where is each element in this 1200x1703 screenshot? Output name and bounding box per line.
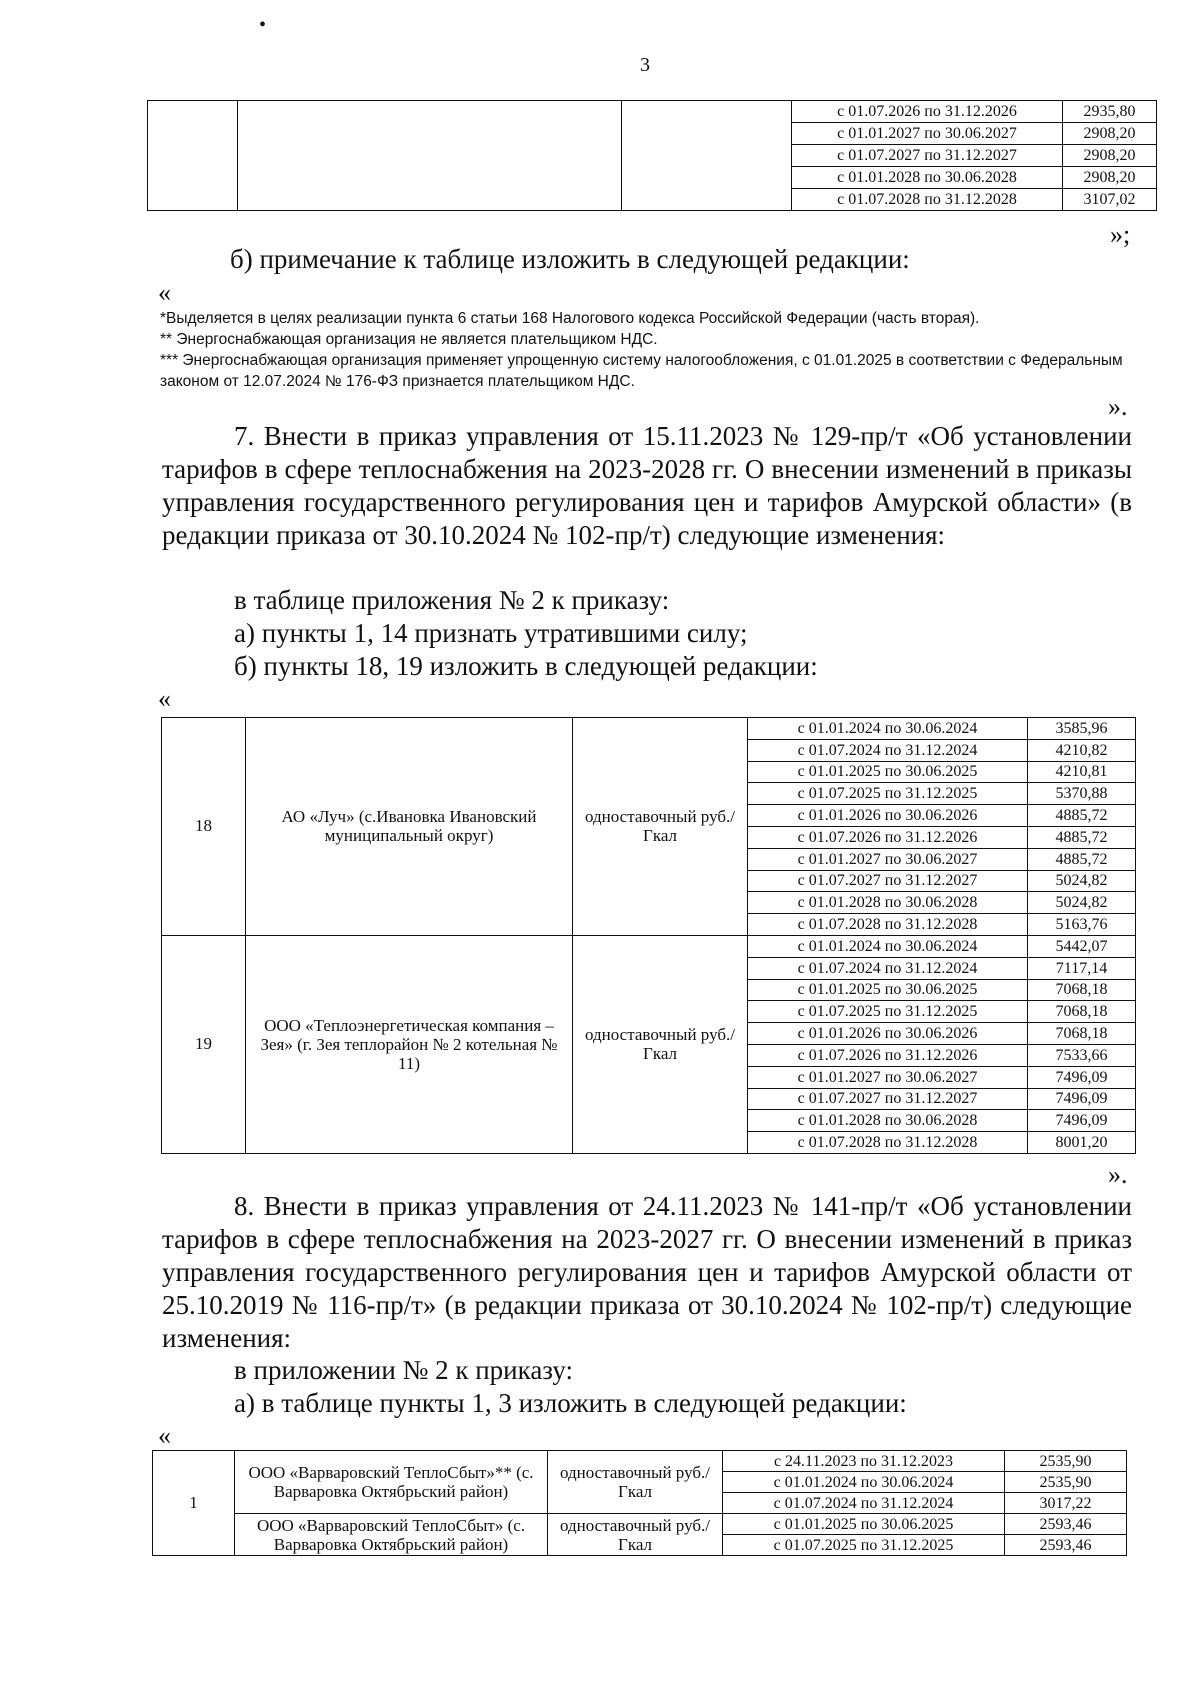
value-cell: 3017,22 [1005,1493,1127,1514]
page-number: 3 [640,54,650,76]
value-cell: 4885,72 [1028,805,1136,827]
value-cell: 5163,76 [1028,914,1136,936]
value-cell: 7533,66 [1028,1044,1136,1066]
item-b-note: б) примечание к таблице изложить в следующей редакции: [230,244,910,274]
value-cell: 2593,46 [1005,1514,1127,1535]
close-quote: »; [1110,220,1131,249]
organization-cell: АО «Луч» (с.Ивановка Ивановский муниципальный округ) [246,718,573,936]
value-cell: 2535,90 [1005,1472,1127,1493]
period-cell: с 01.01.2027 по 30.06.2027 [748,1066,1028,1088]
period-cell: с 01.01.2028 по 30.06.2028 [748,1110,1028,1132]
open-quote: « [158,278,171,307]
value-cell: 5370,88 [1028,783,1136,805]
period-cell: с 01.07.2025 по 31.12.2025 [748,783,1028,805]
value-cell: 4885,72 [1028,848,1136,870]
period-cell: с 01.07.2028 по 31.12.2028 [792,189,1063,211]
period-cell: с 01.07.2024 по 31.12.2024 [748,957,1028,979]
period-cell: с 01.01.2027 по 30.06.2027 [748,848,1028,870]
row-number: 18 [162,718,246,936]
paragraph-line: в таблице приложения № 2 к приказу: [234,585,670,615]
period-cell: с 24.11.2023 по 31.12.2023 [723,1451,1005,1472]
tariff-table-8 [152,1450,1127,1556]
empty-cell [622,101,792,211]
period-cell: с 01.07.2026 по 31.12.2026 [748,826,1028,848]
paragraph-8: 8. Внести в приказ управления от 24.11.2023 № 141-пр/т «Об установлении тарифов в сфере теплоснабжения на 2023-2027 гг. О внесении изменений в приказ управления государственного регулирования цен и тарифов Амурской области от 25.10.2019 № 116-пр/т» (в редакции приказа от 30.10.2024 № 102-пр/т) следующие изменения: [162,1191,1132,1353]
period-cell: с 01.01.2026 по 30.06.2026 [748,805,1028,827]
footnote: *Выделяется в целях реализации пункта 6 статьи 168 Налогового кодекса Российской Федерации (часть вторая). [160,310,980,327]
value-cell: 7068,18 [1028,979,1136,1001]
table-row [162,935,1136,957]
open-quote: « [158,684,171,713]
close-quote: ». [1108,392,1128,421]
organization-cell: ООО «Варваровский ТеплоСбыт»** (с. Варваровка Октябрьский район) [235,1451,548,1514]
paragraph-line: б) пункты 18, 19 изложить в следующей редакции: [234,651,818,681]
table-row [162,718,1136,740]
empty-cell [148,101,238,211]
value-cell: 4210,82 [1028,739,1136,761]
tariff-table-continuation [147,100,1157,211]
period-cell: с 01.01.2024 по 30.06.2024 [723,1472,1005,1493]
paragraph-7: 7. Внести в приказ управления от 15.11.2023 № 129-пр/т «Об установлении тарифов в сфере теплоснабжения на 2023-2028 гг. О внесении изменений в приказы управления государственного регулирования цен и тарифов Амурской области» (в редакции приказа от 30.10.2024 № 102-пр/т) следующие изменения: [162,421,1132,550]
period-cell: с 01.07.2027 по 31.12.2027 [748,1088,1028,1110]
period-cell: с 01.01.2024 по 30.06.2024 [748,718,1028,740]
stray-dot: • [259,14,267,36]
period-cell: с 01.07.2027 по 31.12.2027 [792,145,1063,167]
value-cell: 7496,09 [1028,1088,1136,1110]
open-quote: « [158,1421,171,1450]
value-cell: 7068,18 [1028,1001,1136,1023]
period-cell: с 01.01.2028 по 30.06.2028 [792,167,1063,189]
close-quote: ». [1108,1160,1128,1189]
period-cell: с 01.01.2025 по 30.06.2025 [748,761,1028,783]
value-cell: 2908,20 [1063,167,1157,189]
value-cell: 2535,90 [1005,1451,1127,1472]
tariff-type-cell: одноставочный руб./Гкал [573,935,748,1153]
row-number: 1 [153,1451,235,1556]
value-cell: 7496,09 [1028,1066,1136,1088]
period-cell: с 01.07.2024 по 31.12.2024 [748,739,1028,761]
paragraph-line: а) пункты 1, 14 признать утратившими силу; [234,618,748,648]
value-cell: 7496,09 [1028,1110,1136,1132]
footnote: *** Энергоснабжающая организация применяет упрощенную систему налогообложения, с 01.01.2025 в соответствии с Федеральным законом от 12.07.2024 № 176-ФЗ признается плательщиком НДС. [160,352,1123,390]
paragraph-line: в приложении № 2 к приказу: [234,1355,574,1385]
period-cell: с 01.07.2027 по 31.12.2027 [748,870,1028,892]
empty-cell [238,101,622,211]
paragraph-line: а) в таблице пункты 1, 3 изложить в следующей редакции: [234,1388,907,1418]
value-cell: 7117,14 [1028,957,1136,979]
tariff-type-cell: одноставочный руб./Гкал [573,718,748,936]
period-cell: с 01.01.2024 по 30.06.2024 [748,935,1028,957]
organization-cell: ООО «Теплоэнергетическая компания – Зея» (г. Зея теплорайон № 2 котельная № 11) [246,935,573,1153]
period-cell: с 01.07.2024 по 31.12.2024 [723,1493,1005,1514]
table-row [153,1451,1127,1472]
value-cell: 2908,20 [1063,123,1157,145]
value-cell: 7068,18 [1028,1023,1136,1045]
period-cell: с 01.07.2028 по 31.12.2028 [748,1132,1028,1154]
period-cell: с 01.07.2028 по 31.12.2028 [748,914,1028,936]
value-cell: 5024,82 [1028,892,1136,914]
value-cell: 2908,20 [1063,145,1157,167]
value-cell: 5442,07 [1028,935,1136,957]
value-cell: 4885,72 [1028,826,1136,848]
tariff-type-cell: одноставочный руб./Гкал [548,1451,723,1514]
table-row [153,1514,1127,1535]
period-cell: с 01.01.2028 по 30.06.2028 [748,892,1028,914]
period-cell: с 01.07.2025 по 31.12.2025 [748,1001,1028,1023]
period-cell: с 01.01.2026 по 30.06.2026 [748,1023,1028,1045]
organization-cell: ООО «Варваровский ТеплоСбыт» (с. Варваровка Октябрьский район) [235,1514,548,1556]
value-cell: 5024,82 [1028,870,1136,892]
row-number: 19 [162,935,246,1153]
period-cell: с 01.01.2027 по 30.06.2027 [792,123,1063,145]
period-cell: с 01.07.2026 по 31.12.2026 [792,101,1063,123]
value-cell: 3585,96 [1028,718,1136,740]
value-cell: 3107,02 [1063,189,1157,211]
tariff-type-cell: одноставочный руб./Гкал [548,1514,723,1556]
value-cell: 2593,46 [1005,1535,1127,1556]
period-cell: с 01.07.2025 по 31.12.2025 [723,1535,1005,1556]
value-cell: 2935,80 [1063,101,1157,123]
footnote: ** Энергоснабжающая организация не является плательщиком НДС. [160,331,658,348]
period-cell: с 01.07.2026 по 31.12.2026 [748,1044,1028,1066]
tariff-table-7 [161,717,1136,1154]
period-cell: с 01.01.2025 по 30.06.2025 [748,979,1028,1001]
value-cell: 8001,20 [1028,1132,1136,1154]
period-cell: с 01.01.2025 по 30.06.2025 [723,1514,1005,1535]
value-cell: 4210,81 [1028,761,1136,783]
